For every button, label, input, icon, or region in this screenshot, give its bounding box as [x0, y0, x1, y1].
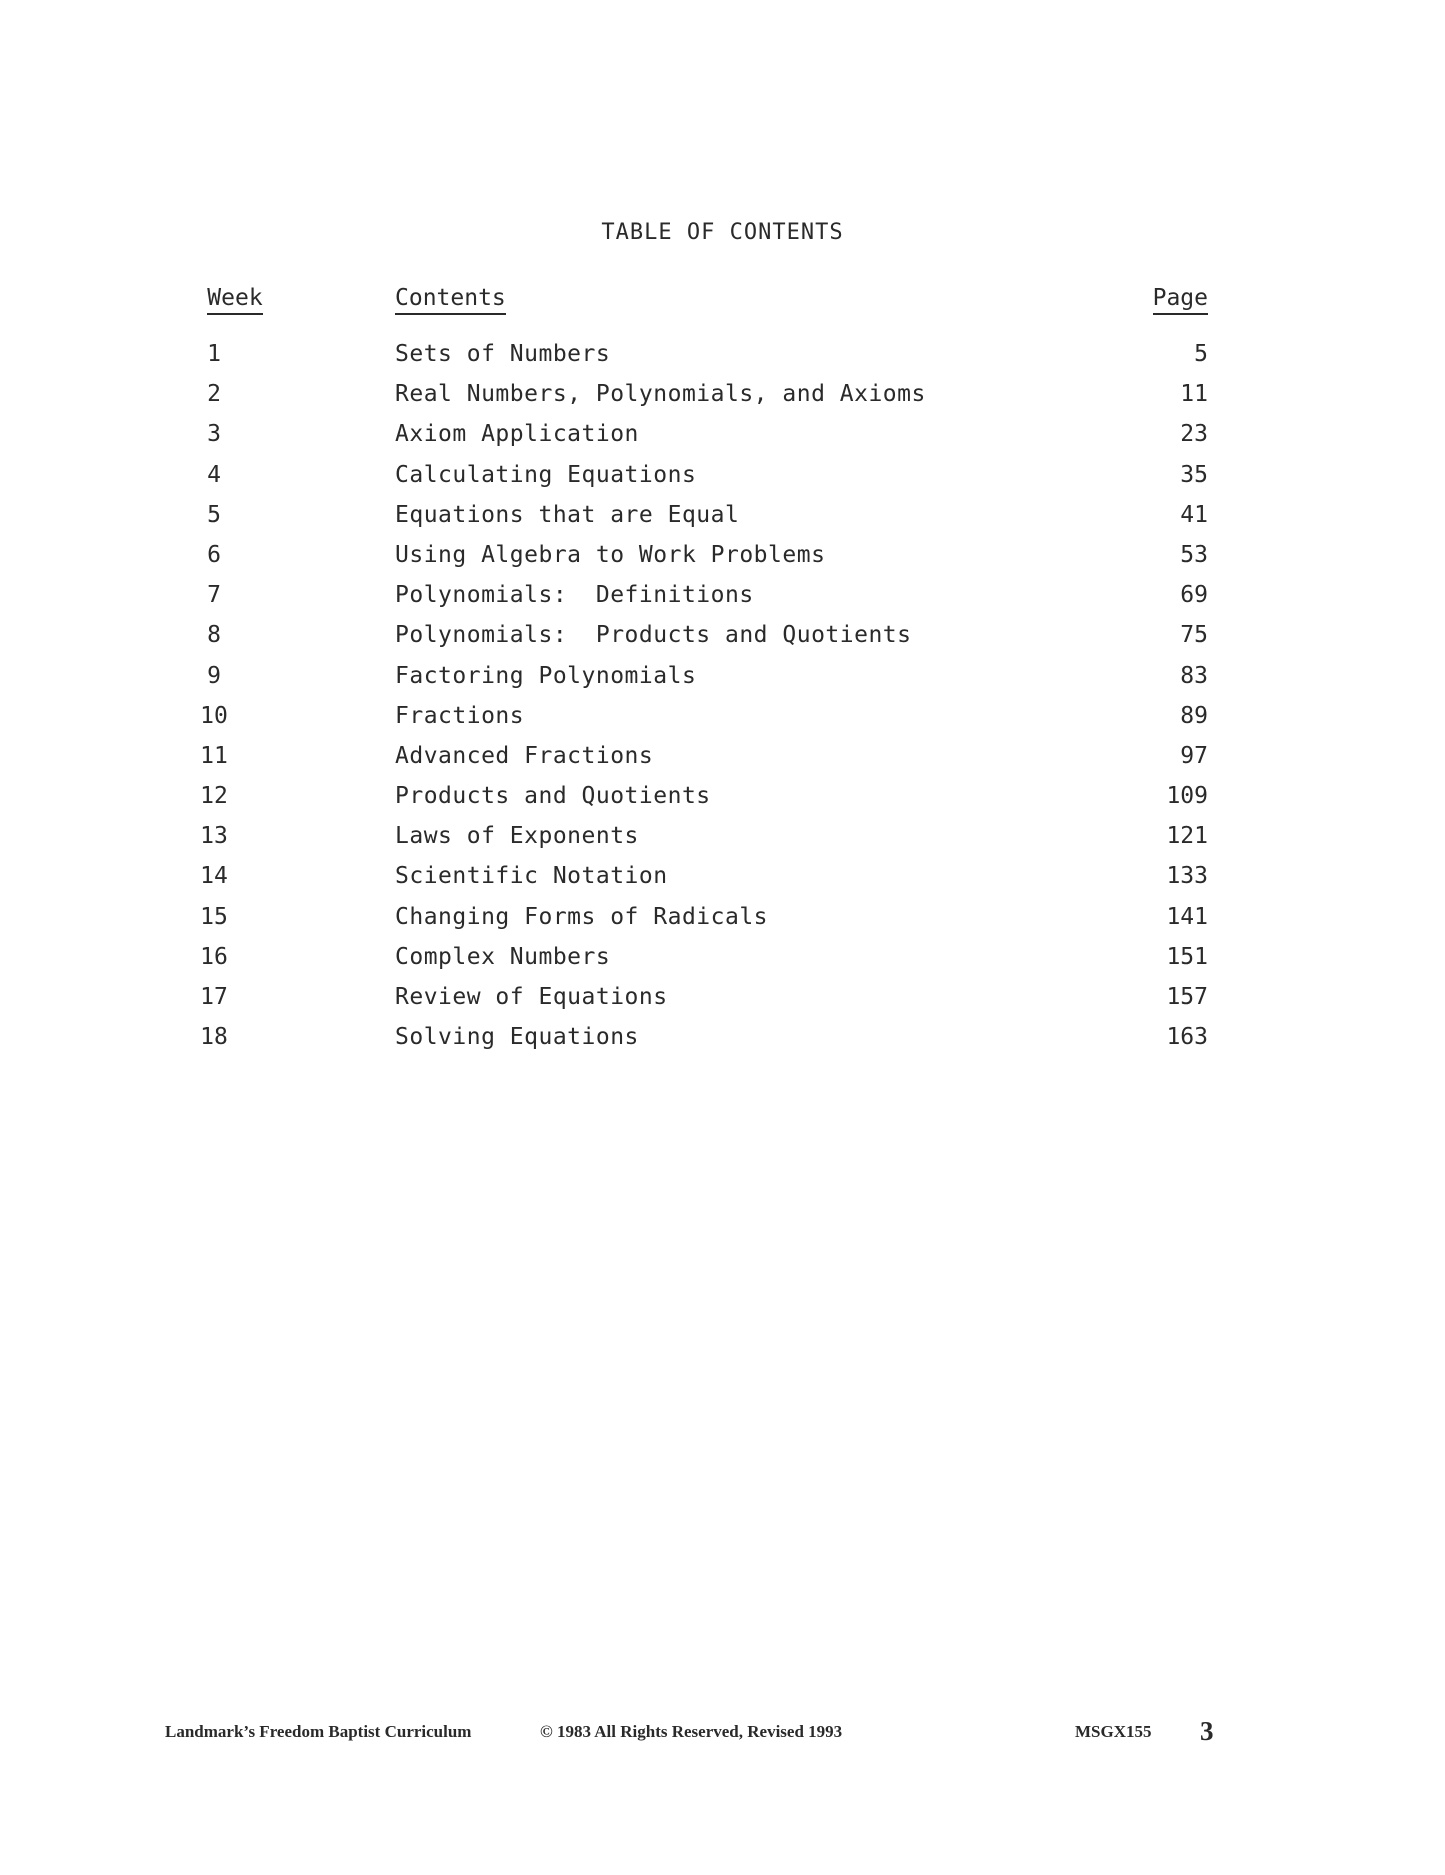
page-number: 83: [1180, 662, 1208, 689]
footer-page-number: 3: [1200, 1716, 1214, 1746]
toc-row: [0, 981, 1445, 1021]
column-header-contents-label: Contents: [395, 285, 506, 315]
page-number: 157: [1166, 984, 1208, 1010]
page-number: 133: [1166, 863, 1208, 890]
page-number: 23: [1180, 421, 1208, 448]
chapter-title: Solving Equations: [395, 1024, 639, 1051]
toc-row: [0, 499, 1445, 539]
week-number: 3: [207, 421, 221, 448]
chapter-title: Real Numbers, Polynomials, and Axioms: [395, 381, 926, 408]
page-number: 69: [1180, 582, 1208, 609]
chapter-title: Polynomials: Products and Quotients: [395, 622, 912, 649]
chapter-title: Advanced Fractions: [395, 742, 654, 769]
page-number: 97: [1180, 742, 1208, 769]
toc-list: [0, 338, 1445, 1061]
week-number: 18: [200, 1024, 228, 1051]
toc-row: [0, 700, 1445, 740]
chapter-title: Equations that are Equal: [395, 501, 740, 528]
toc-row: [0, 619, 1445, 659]
page-number: 163: [1166, 1024, 1208, 1051]
toc-row: [0, 579, 1445, 619]
toc-row: [0, 459, 1445, 499]
toc-row: [0, 901, 1445, 941]
toc-row: [0, 418, 1445, 458]
toc-row: [0, 1021, 1445, 1061]
chapter-title: Scientific Notation: [395, 863, 668, 890]
column-header-page-label: Page: [1153, 285, 1208, 315]
page-number: 121: [1166, 823, 1208, 850]
chapter-title: Calculating Equations: [395, 461, 697, 488]
page-number: 141: [1166, 903, 1208, 930]
week-number: 6: [207, 541, 221, 568]
toc-row: [0, 820, 1445, 860]
page-number: 75: [1180, 622, 1208, 649]
week-number: 8: [207, 622, 221, 649]
chapter-title: Axiom Application: [395, 421, 639, 448]
page-number: 35: [1180, 461, 1208, 488]
chapter-title: Products and Quotients: [395, 783, 711, 810]
column-header-contents: [395, 285, 506, 311]
toc-row: [0, 860, 1445, 900]
week-number: 4: [207, 461, 221, 488]
column-header-page: [1140, 285, 1208, 311]
week-number: 2: [207, 381, 221, 408]
chapter-title: Complex Numbers: [395, 943, 611, 970]
week-number: 9: [207, 662, 221, 689]
page-footer: [0, 1716, 1445, 1756]
chapter-title: Using Algebra to Work Problems: [395, 541, 826, 568]
chapter-title: Sets of Numbers: [395, 341, 611, 367]
week-number: 10: [200, 702, 228, 729]
footer-course-code: MSGX155: [1075, 1722, 1152, 1741]
page-number: 109: [1166, 783, 1208, 810]
chapter-title: Review of Equations: [395, 984, 668, 1010]
column-header-week: [190, 285, 280, 311]
page-number: 5: [1194, 341, 1208, 367]
page-number: 151: [1166, 943, 1208, 970]
week-number: 17: [200, 984, 228, 1010]
chapter-title: Laws of Exponents: [395, 823, 639, 850]
week-number: 12: [200, 783, 228, 810]
page-number: 89: [1180, 702, 1208, 729]
chapter-title: Factoring Polynomials: [395, 662, 697, 689]
column-header-week-label: Week: [207, 285, 262, 315]
toc-row: [0, 378, 1445, 418]
week-number: 16: [200, 943, 228, 970]
page-number: 41: [1180, 501, 1208, 528]
chapter-title: Fractions: [395, 702, 525, 729]
page-number: 53: [1180, 541, 1208, 568]
week-number: 13: [200, 823, 228, 850]
toc-row: [0, 539, 1445, 579]
page-title: TABLE OF CONTENTS: [601, 220, 844, 245]
footer-copyright: © 1983 All Rights Reserved, Revised 1993: [540, 1722, 843, 1741]
week-number: 11: [200, 742, 228, 769]
toc-row: [0, 780, 1445, 820]
page-number: 11: [1180, 381, 1208, 408]
week-number: 1: [207, 341, 221, 367]
chapter-title: Polynomials: Definitions: [395, 582, 754, 609]
week-number: 15: [200, 903, 228, 930]
toc-row: [0, 941, 1445, 981]
week-number: 7: [207, 582, 221, 609]
toc-row: [0, 740, 1445, 780]
footer-publisher: Landmark’s Freedom Baptist Curriculum: [165, 1722, 472, 1741]
week-number: 14: [200, 863, 228, 890]
toc-row: [0, 338, 1445, 378]
toc-row: [0, 660, 1445, 700]
chapter-title: Changing Forms of Radicals: [395, 903, 769, 930]
week-number: 5: [207, 501, 221, 528]
